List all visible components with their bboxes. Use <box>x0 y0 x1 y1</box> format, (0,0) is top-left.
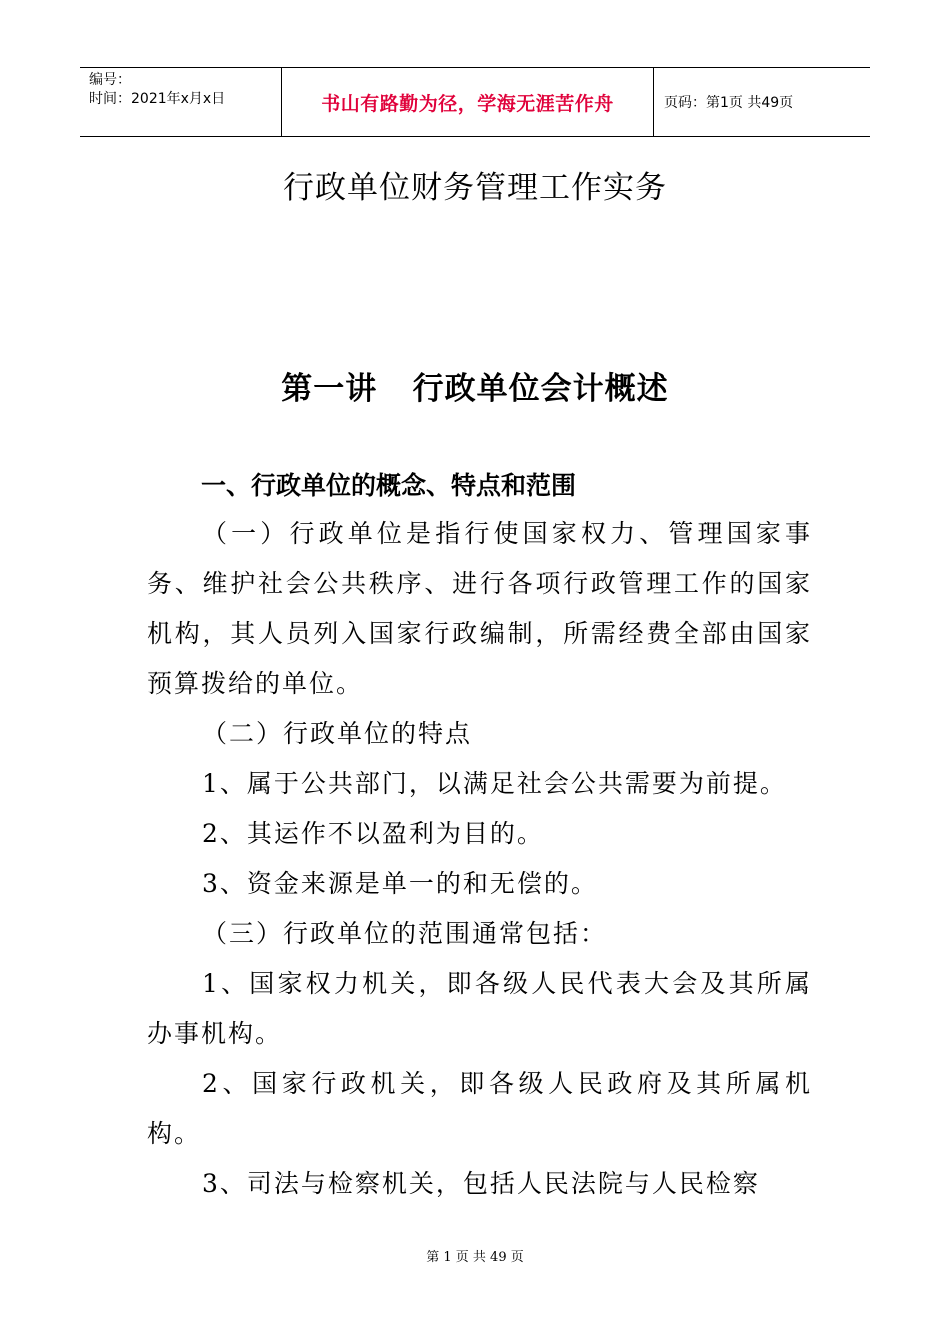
paragraph: （一）行政单位是指行使国家权力、管理国家事务、维护社会公共秩序、进行各项行政管理工作的国家机构，其人员列入国家行政编制，所需经费全部由国家预算拨给的单位。 <box>147 519 812 698</box>
motto-text: 书山有路勤为径，学海无涯苦作舟 <box>321 92 614 115</box>
motto-cell <box>282 68 654 136</box>
paragraph: （三）行政单位的范围通常包括： <box>202 919 608 948</box>
paragraph: 2、其运作不以盈利为目的。 <box>202 819 544 848</box>
paragraph: 3、资金来源是单一的和无偿的。 <box>202 869 598 898</box>
paragraph: 2、国家行政机关，即各级人民政府及其所属机构。 <box>147 1069 812 1148</box>
paragraph: 1、国家权力机关，即各级人民代表大会及其所属办事机构。 <box>147 969 812 1048</box>
body-text <box>147 509 812 1209</box>
page-info-cell <box>654 68 870 136</box>
date-label: 时间：2021年x月x日 <box>89 91 226 107</box>
paragraph: 3、司法与检察机关，包括人民法院与人民检察 <box>202 1169 760 1198</box>
document-title: 行政单位财务管理工作实务 <box>283 170 667 206</box>
paragraph: 1、属于公共部门，以满足社会公共需要为前提。 <box>202 769 787 798</box>
header-table <box>80 67 870 137</box>
serial-number-label: 编号： <box>89 72 131 88</box>
section-heading: 一、行政单位的概念、特点和范围 <box>201 471 577 500</box>
header-meta-cell <box>80 68 282 136</box>
page-info-text: 页码：第1页 共49页 <box>664 95 794 111</box>
page-footer: 第 1 页 共 49 页 <box>426 1250 524 1265</box>
lecture-title: 第一讲 行政单位会计概述 <box>281 371 669 407</box>
paragraph: （二）行政单位的特点 <box>202 719 473 748</box>
